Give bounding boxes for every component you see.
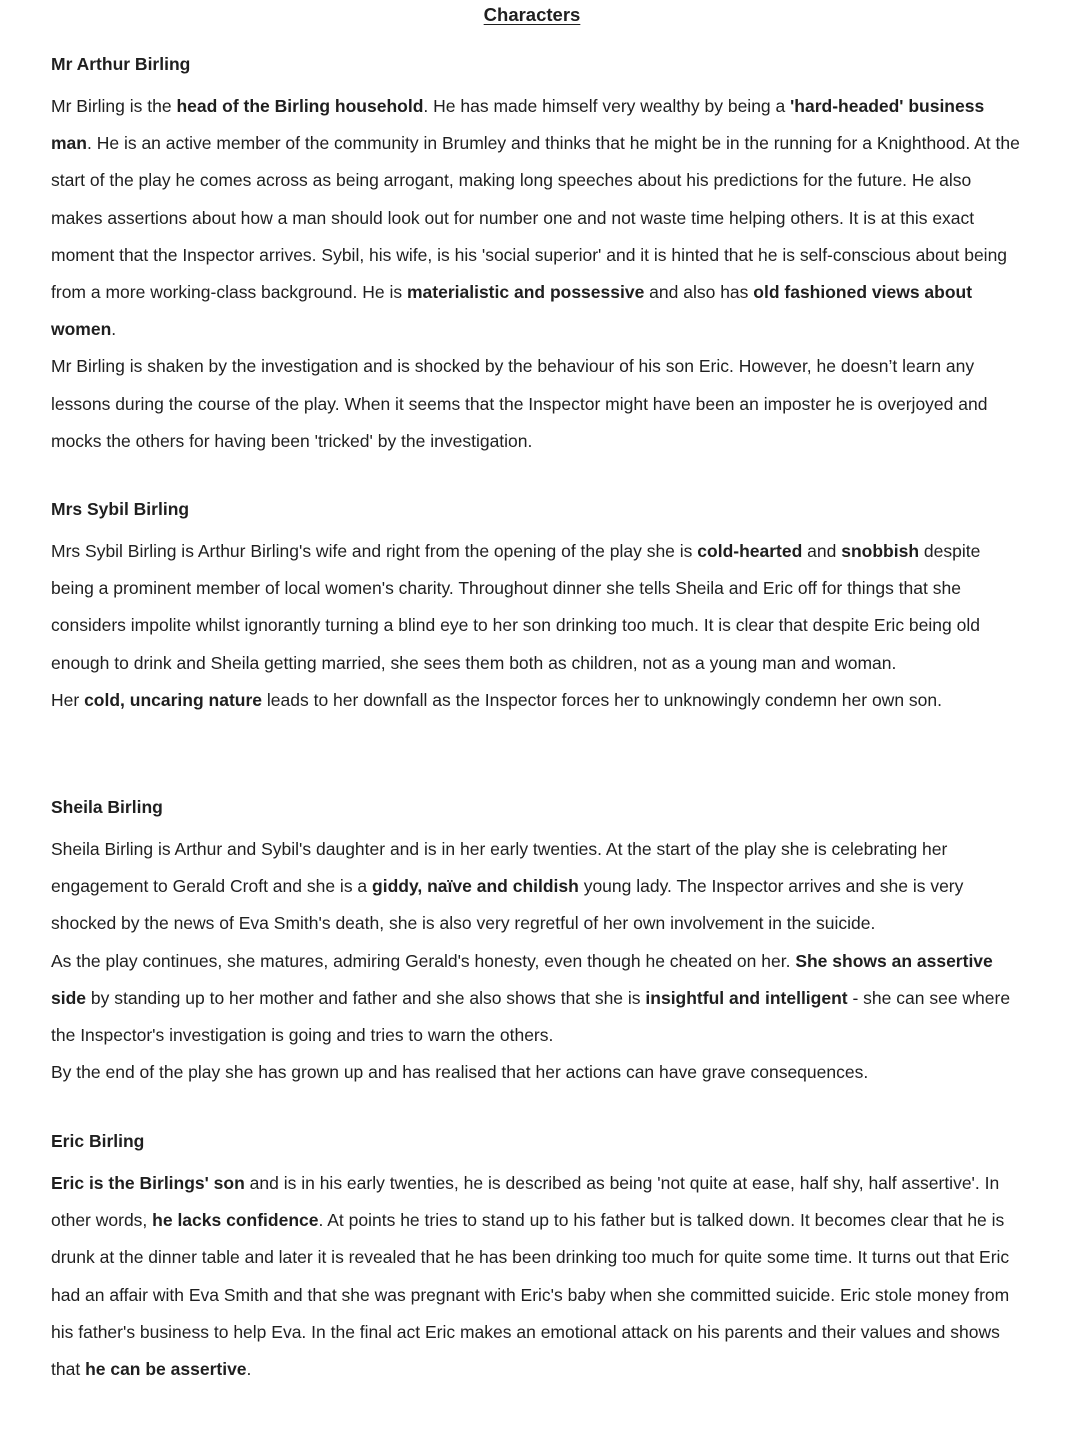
bold-text-run: head of the Birling household — [176, 96, 424, 116]
text-run: Sheila Birling is Arthur and Sybil's daughter and is in her early twenties. At the start of the play she is celebrating her engagement to Gerald Croft and she is a — [51, 839, 948, 897]
paragraph — [51, 831, 1026, 943]
bold-text-run: he can be assertive — [85, 1359, 247, 1380]
paragraph — [51, 1165, 1026, 1388]
text-run: and also has — [644, 282, 754, 303]
bold-text-run: snobbish — [841, 541, 920, 561]
section-heading: Mr Arthur Birling — [51, 54, 191, 74]
text-run: . He is an active member of the community in Brumley and thinks that he might be in the running for a Knighthood. At the start of the play he comes across as being arrogant, making long speeches about his predictions for the future. He also makes assertions about how a man should look out for number one and not waste time helping others. It is at this exact moment that the Inspector arrives. Sybil, his wife, is his 'social superior' and it is hinted that he is self-conscious about being from a more working-class background. He is — [51, 133, 1020, 303]
bold-text-run: he lacks confidence — [152, 1210, 319, 1231]
bold-text-run: Eric is the Birlings' son — [51, 1173, 245, 1193]
text-run: By the end of the play she has grown up and has realised that her actions can have grave consequences. — [51, 1062, 869, 1083]
text-run: Mrs Sybil Birling is Arthur Birling's wife and right from the opening of the play she is — [51, 541, 698, 561]
bold-text-run: 'hard-headed' business man — [51, 96, 985, 154]
section-heading: Sheila Birling — [51, 797, 163, 817]
bold-text-run: materialistic and possessive — [406, 282, 645, 303]
text-run: . — [111, 319, 117, 340]
text-run: . He has made himself very wealthy by being a — [423, 96, 791, 116]
paragraph — [51, 88, 1026, 348]
bold-text-run: She shows an assertive side — [51, 950, 993, 1008]
paragraph — [51, 533, 1026, 682]
text-run: - she can see where the Inspector's investigation is going and tries to warn the others. — [51, 987, 1011, 1046]
paragraph — [51, 1054, 1026, 1091]
text-run: young lady. The Inspector arrives and she is very shocked by the news of Eva Smith's death, she is also very regretful of her own involvement in the suicide. — [51, 876, 964, 934]
text-run: Mr Birling is the — [51, 96, 177, 116]
text-run: and is in his early twenties, he is described as being 'not quite at ease, half shy, half assertive'. In other words, — [51, 1173, 1000, 1231]
text-run: by standing up to her mother and father and she also shows that she is — [86, 987, 646, 1008]
section-sheila-birling — [51, 794, 1026, 1091]
paragraph — [51, 348, 1026, 460]
bold-text-run: old fashioned views about women — [51, 282, 973, 340]
section-arthur-birling — [51, 51, 1026, 460]
text-run: . — [246, 1359, 252, 1380]
paragraph — [51, 943, 1026, 1055]
section-heading: Eric Birling — [51, 1131, 145, 1151]
text-run: despite being a prominent member of local women's charity. Throughout dinner she tells Sheila and Eric off for things that she considers impolite whilst ignorantly turning a blind eye to her son drinking too much. It is clear that despite Eric being old enough to drink and Sheila getting married, she sees them both as children, not as a young man and woman. — [51, 541, 981, 673]
section-heading: Mrs Sybil Birling — [51, 499, 190, 519]
paragraph — [51, 682, 1026, 719]
document-title: Characters — [483, 4, 581, 25]
text-run: leads to her downfall as the Inspector forces her to unknowingly condemn her own son. — [262, 689, 942, 710]
text-run: Her — [51, 689, 85, 710]
bold-text-run: cold-hearted — [697, 541, 803, 561]
bold-text-run: giddy, naïve and childish — [372, 876, 579, 897]
text-run: Mr Birling is shaken by the investigation and is shocked by the behaviour of his son Eric. However, he doesn’t learn any lessons during the course of the play. When it seems that the Inspector might have been an imposter he is overjoyed and mocks the others for having been 'tricked' by the investigation. — [51, 356, 988, 451]
section-eric-birling — [51, 1128, 1026, 1388]
text-run: . At points he tries to stand up to his father but is talked down. It becomes clear that he is drunk at the dinner table and later it is revealed that he has been drinking too much for quite some time. It turns out that Eric had an affair with Eva Smith and that she was pregnant with Eric's baby when she committed suicide. Eric stole money from his father's business to help Eva. In the final act Eric makes an emotional attack on his parents and their values and shows that — [51, 1210, 1010, 1380]
bold-text-run: cold, uncaring nature — [84, 689, 263, 710]
text-run: and — [802, 541, 842, 561]
text-run: As the play continues, she matures, admiring Gerald's honesty, even though he cheated on her. — [51, 950, 796, 971]
bold-text-run: insightful and intelligent — [645, 987, 848, 1008]
section-sybil-birling — [51, 496, 1026, 719]
